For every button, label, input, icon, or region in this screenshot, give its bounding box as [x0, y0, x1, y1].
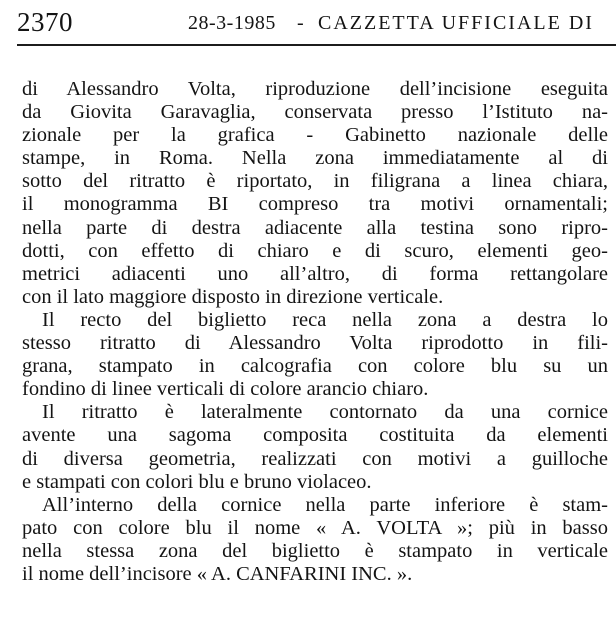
text-line: Il ritratto è lateralmente contornato da una cornice	[42, 401, 608, 424]
text-line: e stampati con colori blu e bruno violaceo.	[22, 470, 372, 493]
header-separator: -	[297, 12, 304, 34]
text-line: stesso ritratto di Alessandro Volta riprodotto in fili-	[22, 332, 608, 355]
text-line: fondino di linee verticali di colore arancio chiaro.	[22, 378, 429, 401]
text-line: metrici adiacenti uno all’altro, di forma rettangolare	[22, 262, 608, 285]
header-rule	[17, 44, 616, 46]
text-line: nella parte di destra adiacente alla testina sono ripro-	[22, 216, 608, 239]
text-line: pato con colore blu il nome « A. VOLTA »; più in basso	[22, 516, 608, 539]
text-line: dotti, con effetto di chiaro e di scuro, elementi geo-	[22, 239, 608, 262]
text-line: di diversa geometria, realizzati con motivi a guilloche	[22, 447, 608, 470]
text-line: il monogramma BI compreso tra motivi ornamentali;	[22, 193, 608, 216]
text-line: All’interno della cornice nella parte inferiore è stam-	[42, 493, 608, 516]
text-line: il nome dell’incisore « A. CANFARINI INC. ».	[22, 562, 413, 585]
text-line: stampe, in Roma. Nella zona immediatamente al di	[22, 147, 608, 170]
page-header	[0, 0, 616, 44]
text-line: grana, stampato in calcografia con colore blu su un	[22, 355, 608, 378]
text-line: zionale per la grafica - Gabinetto nazionale delle	[22, 124, 608, 147]
page-number: 2370	[17, 7, 73, 37]
text-line: di Alessandro Volta, riproduzione dell’incisione eseguita	[22, 78, 608, 100]
text-line: avente una sagoma composita costituita da elementi	[22, 424, 608, 447]
text-line: con il lato maggiore disposto in direzione verticale.	[22, 285, 444, 308]
text-line: Il recto del biglietto reca nella zona a destra lo	[42, 308, 608, 331]
text-line: sotto del ritratto è riportato, in filigrana a linea chiara,	[22, 170, 608, 193]
text-line: nella stessa zona del biglietto è stampato in verticale	[22, 539, 608, 562]
publication-title: CAZZETTA UFFICIALE DI	[318, 12, 594, 34]
text-line: da Giovita Garavaglia, conservata presso l’Istituto na-	[22, 101, 608, 124]
issue-date: 28-3-1985	[188, 12, 276, 34]
body-text	[22, 78, 608, 586]
